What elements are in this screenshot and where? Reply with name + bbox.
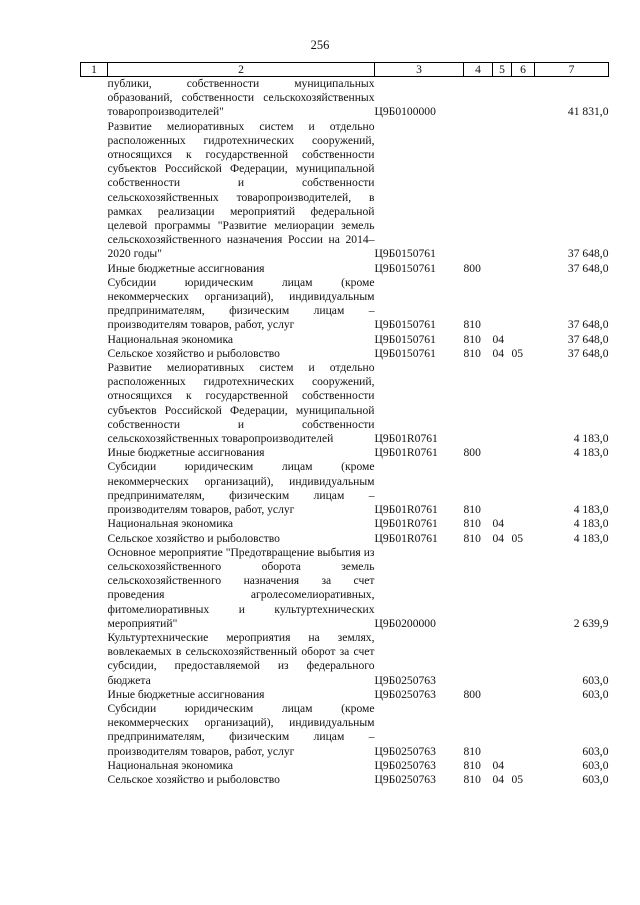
cell-name: Национальная экономика: [107, 758, 234, 772]
cell-expense-type: 800: [463, 446, 481, 460]
table-row: [81, 347, 609, 361]
cell-num: [81, 532, 108, 546]
column-header-7: 7: [535, 63, 609, 77]
cell-section: [493, 262, 512, 276]
table-row: [81, 361, 609, 446]
cell-name: Субсидии юридическим лицам (кроме некоммерческих организаций), индивидуальным предпринимателям, физическим лицам – производителям товаров, работ, услуг: [107, 701, 375, 758]
cell-expense-type: 810: [463, 517, 481, 531]
cell-amount: 37 648,0: [567, 261, 609, 275]
cell-code: Ц9Б0250763: [374, 673, 436, 687]
column-header-3: 3: [375, 63, 464, 77]
table-row: [81, 631, 609, 688]
cell-name: Иные бюджетные ассигнования: [107, 446, 265, 460]
cell-subsection: 05: [511, 346, 524, 360]
cell-section: 04: [492, 517, 505, 531]
cell-expense-type: [464, 361, 493, 446]
cell-num: [81, 262, 108, 276]
cell-code: Ц9Б0150761: [374, 346, 436, 360]
cell-code: Ц9Б01R0761: [374, 517, 438, 531]
cell-amount: 4 183,0: [573, 432, 609, 446]
cell-subsection: [512, 546, 535, 631]
cell-expense-type: [464, 120, 493, 262]
cell-num: [81, 120, 108, 262]
cell-section: [493, 446, 512, 460]
cell-expense-type: 810: [463, 318, 481, 332]
column-header-6: 6: [512, 63, 535, 77]
cell-expense-type: 810: [463, 346, 481, 360]
cell-section: 04: [492, 758, 505, 772]
cell-subsection: [512, 517, 535, 531]
cell-amount: 4 183,0: [573, 503, 609, 517]
cell-num: [81, 460, 108, 517]
cell-subsection: [512, 759, 535, 773]
cell-section: [493, 688, 512, 702]
cell-subsection: 05: [511, 531, 524, 545]
cell-section: [493, 631, 512, 688]
cell-expense-type: [464, 546, 493, 631]
cell-name: Сельское хозяйство и рыболовство: [107, 346, 280, 360]
cell-amount: 4 183,0: [573, 517, 609, 531]
cell-amount: 37 648,0: [567, 247, 609, 261]
cell-code: Ц9Б0150761: [374, 318, 436, 332]
table-row: [81, 702, 609, 759]
cell-subsection: [512, 333, 535, 347]
table-body: [81, 77, 609, 788]
cell-code: Ц9Б0250763: [374, 772, 436, 786]
budget-table: [80, 62, 609, 787]
cell-name: Иные бюджетные ассигнования: [107, 261, 265, 275]
cell-subsection: [512, 702, 535, 759]
table-row: [81, 446, 609, 460]
column-header-1: 1: [81, 63, 108, 77]
cell-amount: 41 831,0: [567, 105, 609, 119]
cell-code: Ц9Б01R0761: [374, 531, 438, 545]
table-row: [81, 120, 609, 262]
cell-expense-type: 810: [463, 744, 481, 758]
cell-amount: 603,0: [582, 758, 609, 772]
cell-expense-type: 800: [463, 687, 481, 701]
cell-code: Ц9Б0250763: [374, 744, 436, 758]
cell-subsection: [512, 77, 535, 120]
cell-code: Ц9Б01R0761: [374, 432, 438, 446]
cell-subsection: [512, 262, 535, 276]
table-row: [81, 276, 609, 333]
cell-section: [493, 77, 512, 120]
cell-code: Ц9Б0150761: [374, 261, 436, 275]
cell-subsection: 05: [511, 772, 524, 786]
cell-subsection: [512, 460, 535, 517]
cell-code: Ц9Б01R0761: [374, 446, 438, 460]
cell-name: Развитие мелиоративных систем и отдельно расположенных гидротехнических сооружений, относящихся к государственной собственности субъектов Российской Федерации, муниципальной собственности и собственности сельскохозяйственных товаропроизводителей: [107, 361, 375, 446]
cell-amount: 4 183,0: [573, 531, 609, 545]
table-row: [81, 759, 609, 773]
column-header-2: 2: [108, 63, 375, 77]
cell-num: [81, 276, 108, 333]
cell-expense-type: 810: [463, 772, 481, 786]
table-row: [81, 532, 609, 546]
cell-code: Ц9Б0250763: [374, 758, 436, 772]
cell-section: [493, 546, 512, 631]
cell-expense-type: 810: [463, 531, 481, 545]
cell-num: [81, 773, 108, 787]
cell-num: [81, 546, 108, 631]
cell-name: Сельское хозяйство и рыболовство: [107, 531, 280, 545]
cell-amount: 2 639,9: [573, 616, 609, 630]
cell-section: 04: [492, 531, 505, 545]
cell-amount: 603,0: [582, 772, 609, 786]
table-row: [81, 262, 609, 276]
cell-amount: 37 648,0: [567, 346, 609, 360]
cell-code: Ц9Б0100000: [374, 105, 436, 119]
cell-subsection: [512, 631, 535, 688]
cell-code: Ц9Б0200000: [374, 616, 436, 630]
cell-section: [493, 276, 512, 333]
cell-amount: 37 648,0: [567, 332, 609, 346]
cell-name: Основное мероприятие "Предотвращение выбытия из сельскохозяйственного оборота земель сельскохозяйственного назначения за счет проведения агролесомелиоративных, фитомелиоративных и культуртехнических мероприятий": [107, 545, 375, 630]
cell-num: [81, 759, 108, 773]
cell-section: 04: [492, 772, 505, 786]
table-row: [81, 333, 609, 347]
cell-num: [81, 517, 108, 531]
table-row: [81, 773, 609, 787]
cell-amount: 4 183,0: [573, 446, 609, 460]
column-header-5: 5: [493, 63, 512, 77]
cell-amount: 603,0: [582, 673, 609, 687]
cell-subsection: [512, 688, 535, 702]
cell-subsection: [512, 446, 535, 460]
cell-name: Национальная экономика: [107, 332, 234, 346]
cell-subsection: [512, 361, 535, 446]
cell-num: [81, 347, 108, 361]
cell-section: 04: [492, 346, 505, 360]
table-row: [81, 517, 609, 531]
cell-section: [493, 361, 512, 446]
cell-num: [81, 446, 108, 460]
cell-name: публики, собственности муниципальных образований, собственности сельскохозяйственных товаропроизводителей": [107, 77, 375, 119]
cell-section: [493, 460, 512, 517]
cell-section: 04: [492, 332, 505, 346]
table-row: [81, 77, 609, 120]
cell-num: [81, 333, 108, 347]
cell-amount: 603,0: [582, 744, 609, 758]
cell-num: [81, 702, 108, 759]
cell-name: Развитие мелиоративных систем и отдельно расположенных гидротехнических сооружений, относящихся к государственной собственности субъектов Российской Федерации, муниципальной собственности и собственности сельскохозяйственных товаропроизводителей, в рамках реализации мероприятий федеральной целевой программы "Развитие мелиорации земель сельскохозяйственного назначения России на 2014–2020 годы": [107, 119, 375, 261]
cell-name: Культуртехнические мероприятия на землях, вовлекаемых в сельскохозяйственный оборот за счет субсидии, предоставляемой из федерального бюджета: [107, 630, 375, 687]
cell-code: Ц9Б01R0761: [374, 503, 438, 517]
cell-subsection: [512, 276, 535, 333]
cell-section: [493, 120, 512, 262]
cell-name: Национальная экономика: [107, 517, 234, 531]
cell-num: [81, 631, 108, 688]
cell-num: [81, 77, 108, 120]
cell-name: Иные бюджетные ассигнования: [107, 687, 265, 701]
cell-num: [81, 688, 108, 702]
cell-expense-type: 810: [463, 758, 481, 772]
page-number: 256: [310, 38, 330, 52]
cell-subsection: [512, 120, 535, 262]
cell-expense-type: 810: [463, 332, 481, 346]
cell-amount: 603,0: [582, 687, 609, 701]
cell-expense-type: [464, 631, 493, 688]
cell-name: Субсидии юридическим лицам (кроме некоммерческих организаций), индивидуальным предпринимателям, физическим лицам – производителям товаров, работ, услуг: [107, 275, 375, 332]
table-row: [81, 460, 609, 517]
cell-expense-type: [464, 77, 493, 120]
column-header-4: 4: [464, 63, 493, 77]
cell-name: Сельское хозяйство и рыболовство: [107, 772, 280, 786]
cell-name: Субсидии юридическим лицам (кроме некоммерческих организаций), индивидуальным предпринимателям, физическим лицам – производителям товаров, работ, услуг: [107, 460, 375, 517]
cell-code: Ц9Б0150761: [374, 247, 436, 261]
cell-section: [493, 702, 512, 759]
cell-code: Ц9Б0250763: [374, 687, 436, 701]
cell-code: Ц9Б0150761: [374, 332, 436, 346]
cell-amount: 37 648,0: [567, 318, 609, 332]
header-row: [81, 63, 609, 77]
table-row: [81, 546, 609, 631]
cell-expense-type: 810: [463, 503, 481, 517]
table-row: [81, 688, 609, 702]
cell-num: [81, 361, 108, 446]
cell-expense-type: 800: [463, 261, 481, 275]
